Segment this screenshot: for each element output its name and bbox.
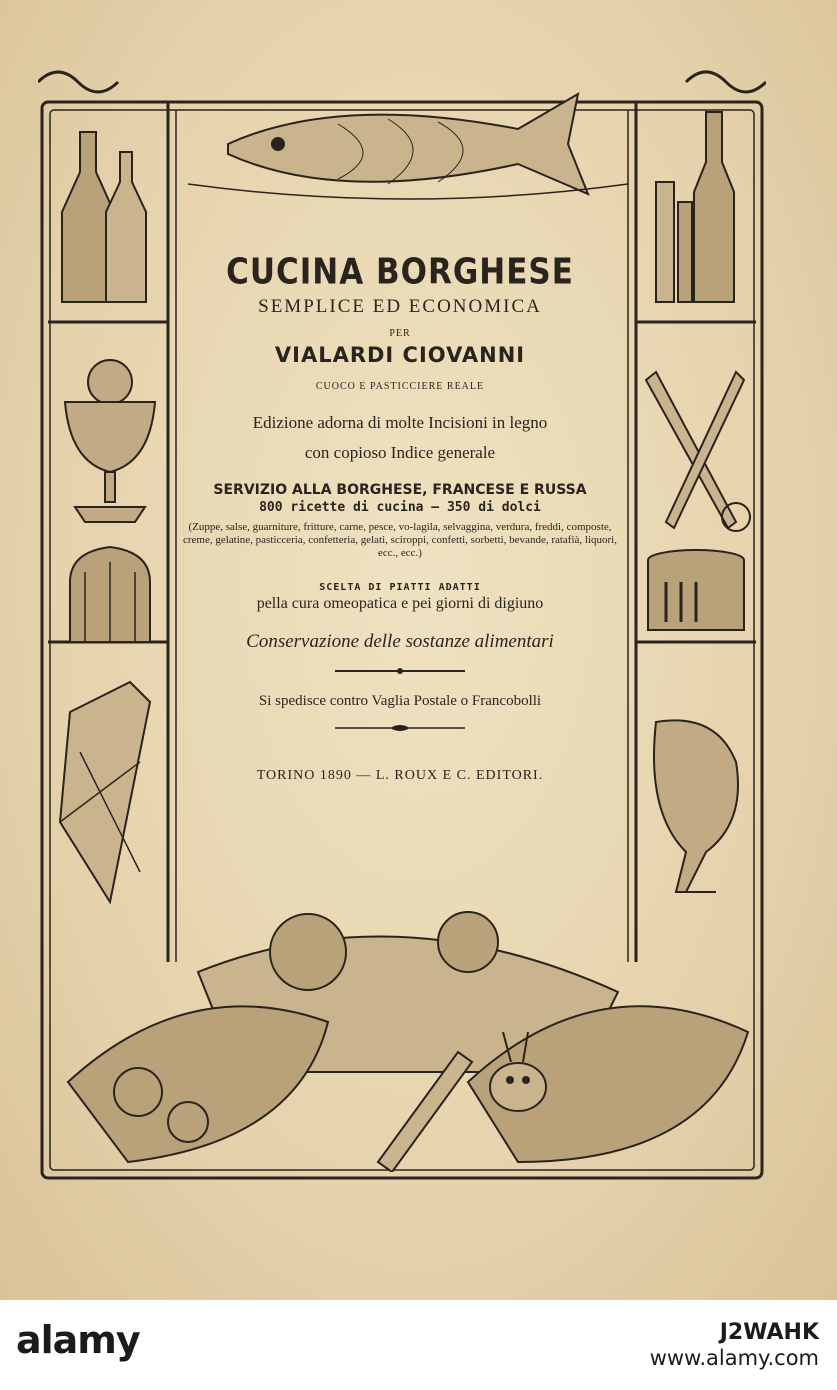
fish-icon bbox=[188, 84, 628, 214]
title-block bbox=[170, 240, 630, 784]
preservation-line: Conservazione delle sostanze alimentari bbox=[246, 631, 554, 652]
divider-ornament-icon bbox=[335, 724, 465, 732]
pot-icon bbox=[636, 542, 756, 642]
divider-rule bbox=[335, 724, 465, 732]
author-name: VIALARDI CIOVANNI bbox=[274, 343, 526, 367]
choice-line: pella cura omeopatica e pei giorni di digiuno bbox=[256, 595, 544, 612]
per-label: PER bbox=[389, 328, 411, 339]
watermark-image-id: J2WAHK bbox=[719, 1320, 819, 1345]
shipping-line: Si spedisce contro Vaglia Postale o Francobolli bbox=[258, 693, 542, 709]
goblet-icon bbox=[50, 352, 170, 532]
watermark-url: www.alamy.com bbox=[649, 1346, 819, 1370]
book-title: CUCINA BORGHESE bbox=[226, 251, 574, 293]
contents-list: (Zuppe, salse, guarniture, fritture, carne, pesce, vo-lagila, selvaggina, verdura, freddi, composte, creme, gelatine, pasticceria, confetteria, gelati, sciroppi, confetti, sorbetti, bevande, ratafià, liquori, ecc., ecc.) bbox=[182, 521, 617, 559]
author-role: CUOCO E PASTICCIERE REALE bbox=[315, 381, 485, 392]
knife-fork-icon bbox=[50, 672, 170, 912]
service-line: SERVIZIO ALLA BORGHESE, FRANCESE E RUSSA bbox=[213, 482, 587, 498]
book-subtitle: SEMPLICE ED ECONOMICA bbox=[258, 296, 542, 317]
recipes-line: 800 ricette di cucina — 350 di dolci bbox=[259, 500, 541, 515]
edition-line-2: con copioso Indice generale bbox=[304, 443, 496, 462]
game-bird-icon bbox=[636, 682, 756, 902]
divider-ornament-icon bbox=[335, 667, 465, 675]
rabbit-icon bbox=[478, 1022, 558, 1122]
bottles-icon bbox=[636, 102, 756, 312]
edition-line-1: Edizione adorna di molte Incisioni in legno bbox=[252, 413, 548, 432]
jelly-mold-icon bbox=[50, 542, 170, 652]
bottles-icon bbox=[50, 122, 170, 312]
imprint-line: TORINO 1890 — L. ROUX E C. EDITORI. bbox=[256, 768, 544, 783]
choice-heading: SCELTA DI PIATTI ADATTI bbox=[319, 582, 481, 593]
divider-rule bbox=[335, 667, 465, 675]
vegetables-basket-icon bbox=[48, 882, 756, 1172]
watermark-logo: alamy bbox=[16, 1318, 140, 1362]
knife-fork-icon bbox=[636, 352, 756, 542]
